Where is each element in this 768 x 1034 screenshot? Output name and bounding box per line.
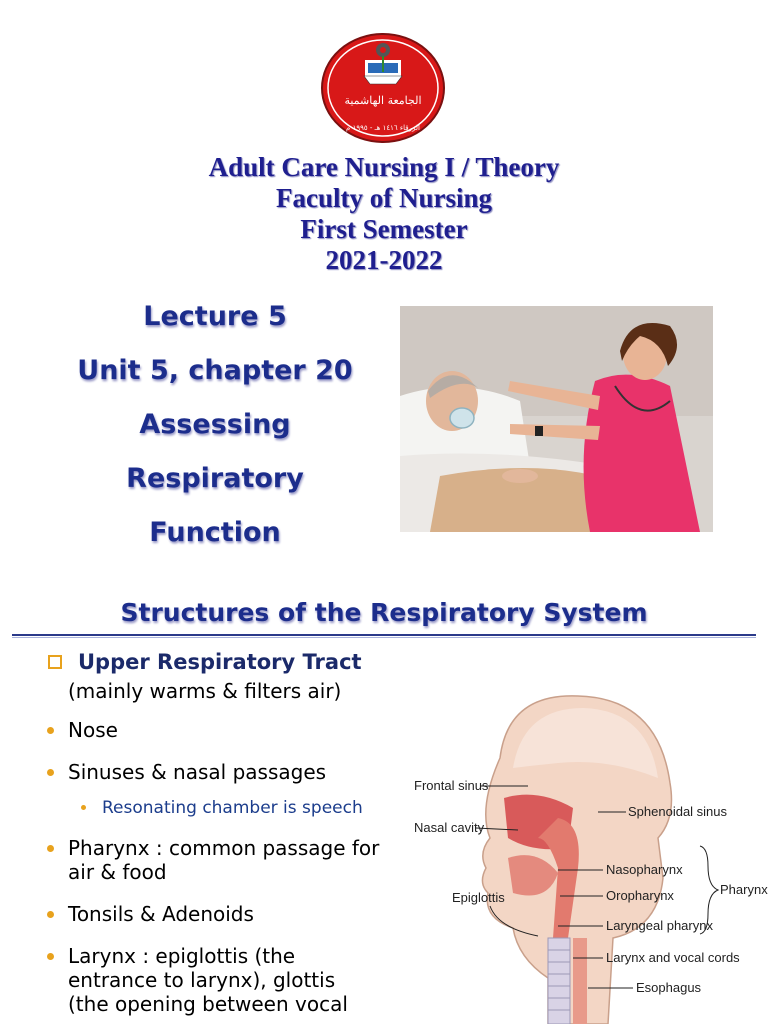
lecture-block	[40, 296, 390, 566]
label-oropharynx: Oropharynx	[606, 888, 674, 903]
label-laryngeal-pharynx: Laryngeal pharynx	[606, 918, 713, 933]
university-seal-icon	[320, 32, 446, 144]
unit-chapter: Unit 5, chapter 20	[77, 355, 353, 386]
course-title: Adult Care Nursing I / Theory	[208, 152, 560, 182]
label-nasopharynx: Nasopharynx	[606, 862, 683, 877]
faculty-name: Faculty of Nursing	[276, 183, 492, 213]
lecture-topic-line-2: Respiratory	[126, 463, 304, 494]
lecture-topic-line-3: Function	[149, 517, 281, 548]
label-pharynx: Pharynx	[720, 882, 768, 897]
academic-year: 2021-2022	[325, 245, 443, 275]
label-epiglottis: Epiglottis	[452, 890, 505, 905]
label-larynx-vocal-cords: Larynx and vocal cords	[606, 950, 740, 965]
section-heading-text: Upper Respiratory Tract	[78, 650, 362, 674]
label-sphenoidal-sinus: Sphenoidal sinus	[628, 804, 728, 819]
label-frontal-sinus: Frontal sinus	[414, 778, 489, 793]
lecture-number: Lecture 5	[143, 301, 287, 332]
list-item: Nose	[46, 718, 416, 742]
sub-list-item: Resonating chamber is speech	[80, 796, 416, 820]
label-esophagus: Esophagus	[636, 980, 702, 995]
title-divider-accent	[12, 637, 756, 638]
course-title-block	[0, 152, 768, 276]
list-item: Sinuses & nasal passages	[46, 760, 416, 784]
nurse-patient-oxygen-mask-photo	[400, 306, 713, 532]
list-item: Tonsils & Adenoids	[46, 902, 416, 926]
semester: First Semester	[300, 214, 468, 244]
svg-text:الزرقاء ١٤١٦ هـ - ١٩٩٥ م: الزرقاء ١٤١٦ هـ - ١٩٩٥ م	[346, 124, 420, 132]
list-item: Larynx : epiglottis (the entrance to larynx), glottis (the opening between vocal	[46, 944, 368, 1016]
list-item: Pharynx : common passage for air & food	[46, 836, 398, 884]
title-divider	[12, 634, 756, 636]
lecture-topic-line-1: Assessing	[139, 409, 291, 440]
section-heading	[46, 650, 362, 674]
bullet-list	[46, 718, 416, 1034]
slide-title: Structures of the Respiratory System	[120, 598, 648, 627]
label-nasal-cavity: Nasal cavity	[414, 820, 485, 835]
section-subheading: (mainly warms & filters air)	[68, 679, 342, 703]
svg-text:الجامعة الهاشمية: الجامعة الهاشمية	[344, 94, 422, 107]
respiratory-anatomy-diagram	[408, 688, 768, 1024]
